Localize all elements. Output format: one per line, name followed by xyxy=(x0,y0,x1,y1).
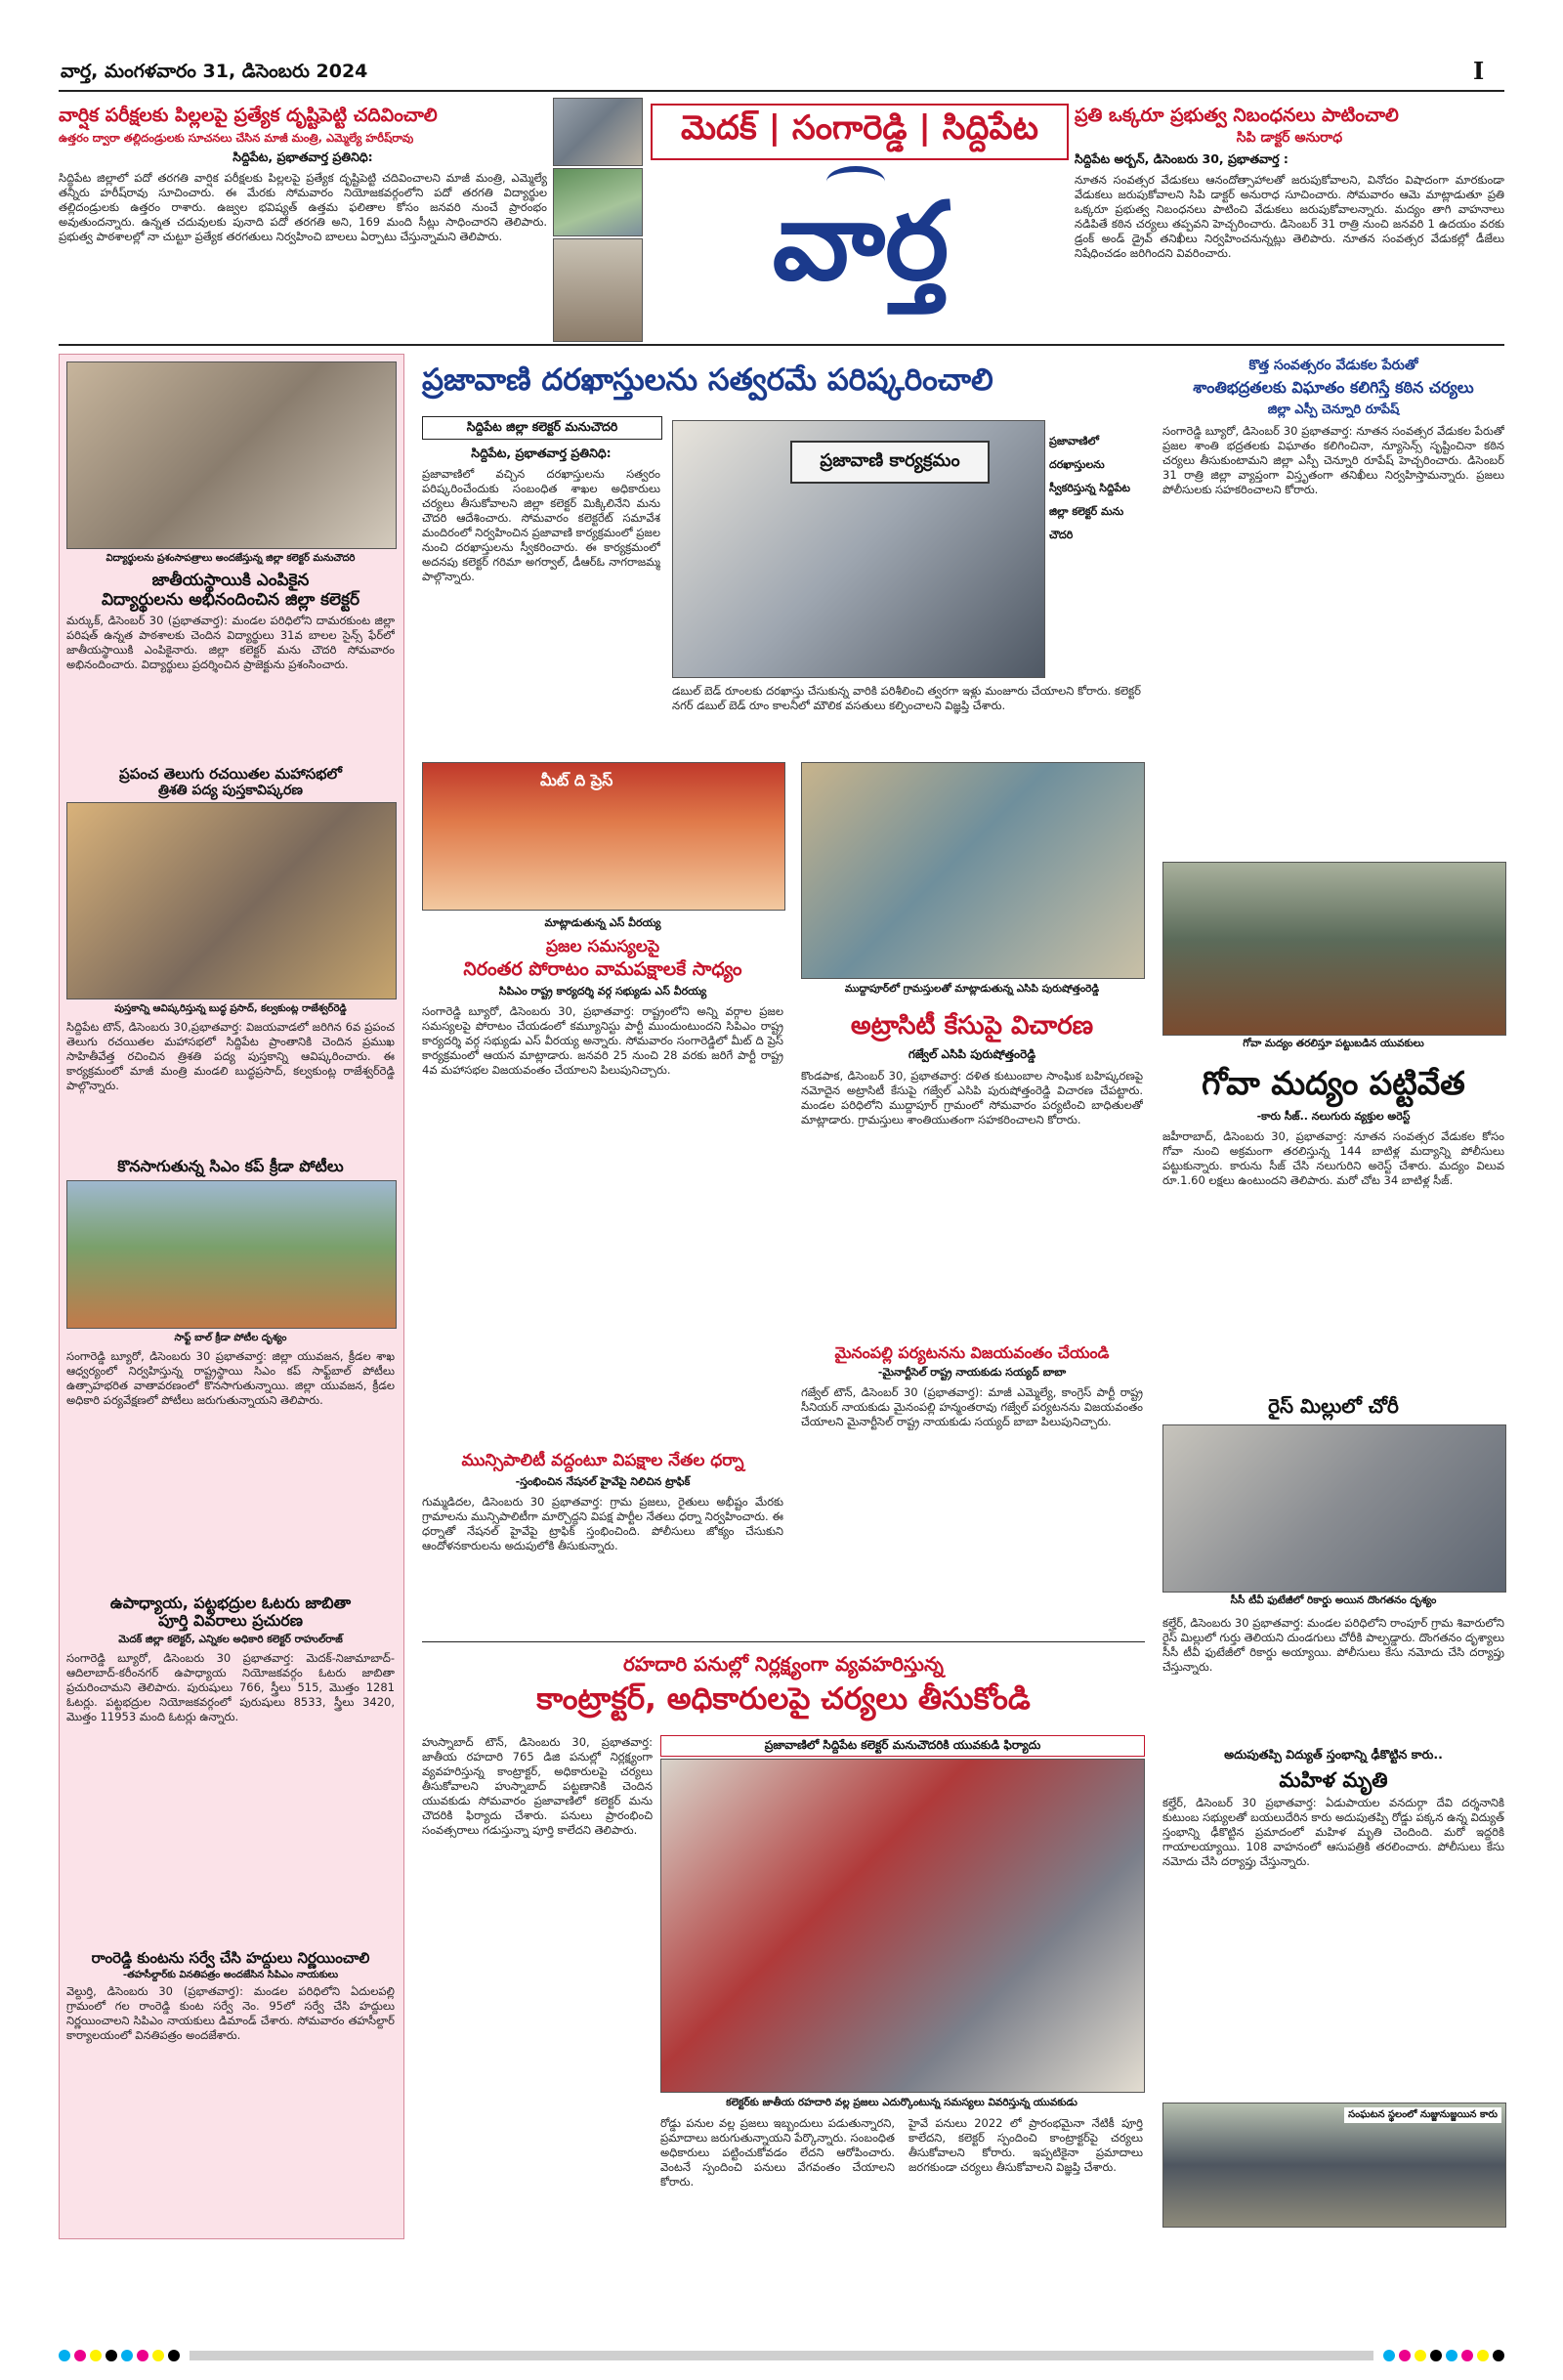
photo-caption: పుస్తకాన్ని ఆవిష్కరిస్తున్న బుద్ధ ప్రసాద్, కల్వకుంట్ల రాజేశ్వర్‌రెడ్డి xyxy=(114,1003,347,1015)
top-right-story xyxy=(1075,106,1504,342)
book-release-photo xyxy=(66,802,397,999)
mid-right2-body: గజ్వేల్ టౌన్, డిసెంబర్ 30 (ప్రభాతవార్త): మాజీ ఎమ్మెల్యే, కాంగ్రెస్ పార్టీ రాష్ట్ర సీనియర్ నాయకుడు మైనంపల్లి హన్మంతరావు గజ్వేల్ పర్యటనను విజయవంతం చేయాలని మైనార్టీసెల్ రాష్ట్ర నాయకుడు సయ్యద్ బాబా పిలుపునిచ్చారు. xyxy=(801,1385,1143,1428)
byline: సిద్దిపేట అర్బన్, డిసెంబరు 30, ప్రభాతవార్త : xyxy=(1075,150,1288,166)
newspaper-logo: వార్త xyxy=(772,179,950,304)
story1-body: మర్కుక్, డిసెంబర్ 30 (ప్రభాతవార్త): మండల పరిధిలోని దామరకుంట జిల్లా పరిషత్ ఉన్నత పాఠశాలకు చెందిన విద్యార్థులు 31వ బాలల సైన్స్ ఫేర్‌లో జాతీయస్థాయికి ఎంపికైనారు. జిల్లా కలెక్టర్ మను చౌదరి సోమవారం అభినందించారు. విద్యార్థులు ప్రదర్శించిన ప్రాజెక్టును ప్రశంసించారు. xyxy=(66,614,395,672)
right-col-story1-body: సంగారెడ్డి బ్యూరో, డిసెంబర్ 30 ప్రభాతవార్త: నూతన సంవత్సర వేడుకల పేరుతో ప్రజల శాంతి భద్రతలకు విఘాతం కలిగించినా, న్యూసెన్స్ సృష్టించినా కఠిన చర్యలు తీసుకుంటామని జిల్లా ఎస్పీ చెన్నూరి రూపేష్ హెచ్చరించారు. డిసెంబర్ 31 రాత్రి జిల్లా వ్యాప్తంగా విస్తృతంగా తనిఖీలు నిర్వహిస్తామన్నారు. ప్రజలు పోలీసులకు సహకరించాలని కోరారు. xyxy=(1162,424,1504,496)
right-col-story2-subhead: -కారు సీజ్.. నలుగురు వ్యక్తుల అరెస్ట్ xyxy=(1256,1110,1411,1123)
lead-body: ప్రజావాణిలో వచ్చిన దరఖాస్తులను సత్వరం పరిష్కరించేందుకు సంబంధిత శాఖల అధికారులు చర్యలు తీసుకోవాలని జిల్లా కలెక్టర్ మిక్కిలినేని మను చౌదరి ఆదేశించారు. సోమవారం కలెక్టరేట్ సమావేశ మందిరంలో నిర్వహించిన ప్రజావాణి కార్యక్రమంలో ప్రజల నుంచి దరఖాస్తులను స్వీకరించారు. ఈ కార్యక్రమంలో అదనపు కలెక్టర్ గరిమా అగర్వాల్, డీఆర్‌ఓ నాగరాజమ్మ పాల్గొన్నారు. xyxy=(422,467,660,583)
masthead-rule xyxy=(59,90,1504,92)
subhead: ఉత్తరం ద్వారా తల్లిదండ్రులకు సూచనలు చేసిన మాజీ మంత్రి, ఎమ్మెల్యే హరీష్‌రావు xyxy=(59,130,414,145)
collector-students-photo xyxy=(66,361,397,549)
bottom-kicker: రహదారి పనుల్లో నిర్లక్ష్యంగా వ్యవహరిస్తున్న xyxy=(623,1652,944,1676)
right-col-story2-headline: గోవా మద్యం పట్టివేత xyxy=(1202,1064,1465,1102)
mid-left-body: సంగారెడ్డి బ్యూరో, డిసెంబరు 30, ప్రభాతవార్త: రాష్ట్రంలోని అన్ని వర్గాల ప్రజల సమస్యలపై పోరాటం చేయడంలో కమ్యూనిస్టు పార్టీ ముందుంటుందని సిపిఎం రాష్ట్ర కార్యదర్శి వర్గ సభ్యుడు ఎస్ వీరయ్య అన్నారు. సోమవారం సంగారెడ్డిలో మీట్ ది ప్రెస్ కార్యక్రమంలో ఆయన మాట్లాడారు. జనవరి 25 నుంచి 28 వరకు జరిగే పార్టీ రాష్ట్ర 4వ మహాసభల విజయవంతం చేయాలని పిలుపునిచ్చారు. xyxy=(422,1004,783,1077)
lead-story xyxy=(422,446,660,716)
story4-subhead: పూర్తి వివరాలు ప్రచురణ xyxy=(158,1611,303,1631)
story1-headline-1: జాతీయస్థాయికి ఎంపికైన xyxy=(151,571,310,590)
right-col-story1-subhead: జిల్లా ఎస్పీ చెన్నూరి రూపేష్ xyxy=(1267,403,1400,417)
lead-photo-caption: ప్రజావాణిలో దరఖాస్తులను స్వీకరిస్తున్న సిద్దిపేట జిల్లా కలెక్టర్ మను చౌదరి xyxy=(1049,435,1131,541)
subhead: సిపి డాక్టర్ అనురాధ xyxy=(1236,129,1343,146)
lead-subhead-box xyxy=(422,416,662,440)
bird-icon xyxy=(826,166,885,197)
right-col-story1-kicker: కొత్త సంవత్సరం వేడుకల పేరుతో xyxy=(1248,358,1418,373)
right-col-photo3-caption: సంఘటన స్థలంలో నుజ్జునుజ్జయిన కారు xyxy=(1344,2107,1501,2123)
lead-headline: ప్రజావాణి దరఖాస్తులను సత్వరమే పరిష్కరించాలి xyxy=(422,362,993,398)
mid-right-headline: అట్రాసిటీ కేసుపై విచారణ xyxy=(850,1011,1094,1041)
mid-left2-body: గుమ్మడిదల, డిసెంబరు 30 ప్రభాతవార్త: గ్రామ ప్రజలు, రైతులు అభీష్టం మేరకు గ్రామాలను మున్సిపాలిటీగా మార్చొద్దని విపక్ష పార్టీల నేతలు ధర్నా నిర్వహించారు. ఈ ధర్నాతో నేషనల్ హైవేపై ట్రాఫిక్ స్తంభించింది. పోలీసులు జోక్యం చేసుకుని ఆందోళనకారులను అదుపులోకి తీసుకున్నారు. xyxy=(422,1495,783,1552)
right-col-photo2-caption: సీసీ టీవీ ఫుటేజీలో రికార్డు అయిన దొంగతనం దృశ్యం xyxy=(1230,1594,1437,1606)
bottom-body-1: హుస్నాబాద్ టౌన్, డిసెంబరు 30, ప్రభాతవార్త: జాతీయ రహదారి 765 డిజి పనుల్లో నిర్లక్ష్యంగా వ్యవహరిస్తున్న కాంట్రాక్టర్, అధికారులపై చర్యలు తీసుకోవాలని హుస్నాబాద్ పట్టణానికి చెందిన యువకుడు సోమవారం ప్రజావాణిలో కలెక్టర్ మను చౌదరికి ఫిర్యాదు చేశారు. పనులు ప్రారంభించి సంవత్సరాలు గడుస్తున్నా పూర్తి కాలేదని తెలిపారు. xyxy=(422,1735,653,1837)
clocktower-photo xyxy=(553,238,643,342)
center-bottom-rule xyxy=(422,1641,1145,1642)
mid-right-body: కొండపాక, డిసెంబర్ 30, ప్రభాతవార్త: దళిత కుటుంబాల సాంఘిక బహిష్కరణపై నమోదైన అట్రాసిటీ కేసుపై గజ్వేల్ ఎసిపి పురుషోత్తంరెడ్డి విచారణ చేపట్టారు. మండల పరిధిలోని ముద్దాపూర్ గ్రామంలో సోమవారం పర్యటించి బాధితులతో మాట్లాడారు. గ్రామస్తులు శాంతియుతంగా సహకరించాలని కోరారు. xyxy=(801,1069,1143,1126)
bottom-headline: కాంట్రాక్టర్, అధికారులపై చర్యలు తీసుకోండి xyxy=(536,1681,1031,1717)
mid-left2-headline: మున్సిపాలిటీ వద్దంటూ విపక్షాల నేతల ధర్నా xyxy=(461,1451,744,1470)
headline: వార్షిక పరీక్షలకు పిల్లలపై ప్రత్యేక దృష్టిపెట్టి చదివించాలి xyxy=(59,105,438,126)
top-section-rule xyxy=(59,344,1504,346)
mid-left-headline-2: నిరంతర పోరాటం వామపక్షాలకే సాధ్యం xyxy=(463,958,742,980)
prajavani-banner-text: ప్రజావాణి కార్యక్రమం xyxy=(820,449,960,471)
photo-caption: విద్యార్థులను ప్రశంసాపత్రాలు అందజేస్తున్న జిల్లా కలెక్టర్ మనుచౌదరి xyxy=(106,553,356,564)
left-column-content xyxy=(66,361,395,2170)
edition-label: మెదక్ | సంగారెడ్డి | సిద్దిపేట xyxy=(681,108,1038,148)
story1-headline-2: విద్యార్థులను అభినందించిన జిల్లా కలెక్టర్ xyxy=(101,589,360,610)
meet-the-press-banner: మీట్ ది ప్రెస్ xyxy=(540,771,613,789)
acp-visit-photo xyxy=(801,762,1145,979)
byline: సిద్దిపేట, ప్రభాతవార్త ప్రతినిధి: xyxy=(232,149,373,164)
goa-liquor-photo xyxy=(1162,862,1506,1036)
right-col-photo1-caption: గోవా మద్యం తరలిస్తూ పట్టుబడిన యువకులు xyxy=(1243,1038,1424,1049)
masthead-logo-block xyxy=(553,98,1069,342)
story2-subhead: త్రిశతి పద్య పుస్తకావిష్కరణ xyxy=(158,783,303,799)
meet-the-press-photo xyxy=(422,762,785,911)
right-col-story4-kicker: అదుపుతప్పి విద్యుత్ స్తంభాన్ని ఢీకొట్టిన కారు.. xyxy=(1224,1747,1443,1762)
bottom-body-2: రోడ్డు పనుల వల్ల ప్రజలు ఇబ్బందులు పడుతున్నారని, ప్రమాదాలు జరుగుతున్నాయని పేర్కొన్నారు. సంబంధిత అధికారులు పట్టించుకోవడం లేదని ఆరోపించారు. వెంటనే స్పందించి పనులు వేగవంతం చేయాలని కోరారు. xyxy=(660,2116,895,2189)
story4-byline: మెదక్ జిల్లా కలెక్టర్, ఎన్నికల అధికారి కలెక్టర్ రాహుల్‌రాజ్ xyxy=(118,1633,343,1645)
mid-right-subhead: గజ్వేల్ ఎసిపి పురుషోత్తంరెడ్డి xyxy=(908,1047,1036,1061)
page-number: I xyxy=(1473,57,1485,85)
story4-headline: ఉపాధ్యాయ, పట్టభద్రుల ఓటరు జాబితా xyxy=(109,1593,352,1612)
accident-car-photo xyxy=(1162,2103,1506,2228)
bottom-photo-title-box xyxy=(660,1735,1145,1757)
date-line: వార్త, మంగళవారం 31, డిసెంబరు 2024 xyxy=(61,61,368,82)
story2-body: సిద్దిపేట టౌన్, డిసెంబరు 30,ప్రభాతవార్త: విజయవాడలో జరిగిన 6వ ప్రపంచ తెలుగు రచయితల మహాసభలో సిద్దిపేట ప్రాంతానికి చెందిన ప్రముఖ సాహితీవేత్త రచించిన త్రిశతి పద్య పుస్తకాన్ని ఆవిష్కరించారు. ఈ కార్యక్రమంలో మాజీ మంత్రి మండలి బుద్ధప్రసాద్, కల్వకుంట్ల రాజేశ్వర్‌రెడ్డి పాల్గొన్నారు. xyxy=(66,1020,395,1093)
rice-mill-cctv-photo xyxy=(1162,1424,1506,1593)
lead-body-2: డబుల్ బెడ్ రూంలకు దరఖాస్తు చేసుకున్న వారికి పరిశీలించి త్వరగా ఇళ్లు మంజూరు చేయాలని కోరారు. కలెక్టర్ నగర్ డబుల్ బెడ్ రూం కాలనీలో మౌలిక వసతులు కల్పించాలని విజ్ఞప్తి చేశారు. xyxy=(672,684,1141,712)
story3-body: సంగారెడ్డి బ్యూరో, డిసెంబరు 30 ప్రభాతవార్త: జిల్లా యువజన, క్రీడల శాఖ ఆధ్వర్యంలో నిర్వహిస్తున్న రాష్ట్రస్థాయి సిఎం కప్ సాఫ్ట్‌బాల్ పోటీలు ఉత్సాహభరిత వాతావరణంలో కొనసాగుతున్నాయి. జిల్లా యువజన, క్రీడల అధికారి పర్యవేక్షణలో పోటీలు జరుగుతున్నాయని తెలిపారు. xyxy=(66,1348,395,1407)
story5-body: వెల్దుర్తి, డిసెంబరు 30 (ప్రభాతవార్త): మండల పరిధిలోని ఏదులపల్లి గ్రామంలో గల రాంరెడ్డి కుంట సర్వే నెం. 95లో సర్వే చేసి హద్దులు నిర్ణయించాలని సిపిఎం నాయకులు డిమాండ్ చేశారు. సోమవారం తహసీల్దార్ కార్యాలయంలో వినతిపత్రం అందజేశారు. xyxy=(66,1983,395,2042)
right-col-story4-body: కల్హేర్, డిసెంబర్ 30 ప్రభాతవార్త: ఏడుపాయల వనదుర్గా దేవి దర్శనానికి కుటుంబ సభ్యులతో బయలుదేరిన కారు అదుపుతప్పి రోడ్డు పక్కన ఉన్న విద్యుత్ స్తంభాన్ని ఢీకొట్టిన ప్రమాదంలో మహిళ మృతి చెందింది. మరో ఇద్దరికి గాయాలయ్యాయి. 108 వాహనంలో ఆసుపత్రికి తరలించారు. పోలీసులు కేసు నమోదు చేసి దర్యాప్తు చేస్తున్నారు. xyxy=(1162,1796,1504,1868)
mid-left2-subhead: -స్తంభించిన నేషనల్ హైవేపై నిలిచిన ట్రాఫిక్ xyxy=(515,1475,691,1488)
lead-subhead: సిద్దిపేట జిల్లా కలెక్టర్ మనుచౌదరి xyxy=(466,418,618,434)
color-registration-right xyxy=(1383,2350,1504,2361)
softball-photo xyxy=(66,1180,397,1329)
footer-strip xyxy=(59,2349,1504,2362)
mid-left-subhead: సిపిఎం రాష్ట్ర కార్యదర్శి వర్గ సభ్యుడు ఎస్ వీరయ్య xyxy=(498,985,707,998)
mid-right-photo-caption: ముద్దాపూర్‌లో గ్రామస్తులతో మాట్లాడుతున్న ఎసిపి పురుషోత్తంరెడ్డి xyxy=(844,983,1100,995)
headline: ప్రతి ఒక్కరూ ప్రభుత్వ నిబంధనలు పాటించాలి xyxy=(1075,105,1399,126)
youth-complaint-photo xyxy=(660,1759,1145,2093)
bottom-photo-caption: కలెక్టర్‌కు జాతీయ రహదారి వల్ల ప్రజలు ఎదుర్కొంటున్న సమస్యలు వివరిస్తున్న యువకుడు xyxy=(726,2097,1077,2108)
garden-photo xyxy=(553,168,643,236)
photo-caption: సాఫ్ట్ బాల్ క్రీడా పోటీల దృశ్యం xyxy=(174,1332,287,1343)
temple-photo xyxy=(553,98,643,166)
bottom-body-3: హైవే పనులు 2022 లో ప్రారంభమైనా నేటికీ పూర్తి కాలేదని, కలెక్టర్ స్పందించి కాంట్రాక్టర్‌పై చర్యలు తీసుకోవాలని కోరారు. ఇప్పటికైనా ప్రమాదాలు జరగకుండా చర్యలు తీసుకోవాలని విజ్ఞప్తి చేశారు. xyxy=(908,2116,1143,2174)
story5-headline: రాంరెడ్డి కుంటను సర్వే చేసి హద్దులు నిర్ణయించాలి xyxy=(91,1948,370,1967)
body: నూతన సంవత్సర వేడుకలు ఆనందోత్సాహాలతో జరుపుకోవాలని, వినోదం విషాదంగా మారకుండా వేడుకలు జరుపుకోవాలని సిపి డాక్టర్ అనురాధ సూచించారు. సోమవారం ఆమె మాట్లాడుతూ ప్రతి ఒక్కరూ ప్రభుత్వ నిబంధనలు పాటించి వేడుకలు జరుపుకోవాలన్నారు. మద్యం తాగి వాహనాలు నడిపితే కఠిన చర్యలు తప్పవని హెచ్చరించారు. డిసెంబర్ 31 రాత్రి నుంచి జనవరి 1 ఉదయం వరకు డ్రంక్ అండ్ డ్రైవ్ తనిఖీలు నిర్వహించనున్నట్లు తెలిపారు. నూతన సంవత్సర వేడుకల్లో డీజేలు నిషేధించడం జరిగిందని వివరించారు. xyxy=(1075,172,1504,260)
mid-left-headline-1: ప్రజల సమస్యలపై xyxy=(545,937,660,956)
body: సిద్దిపేట జిల్లాలో పదో తరగతి వార్షిక పరీక్షలకు పిల్లలపై ప్రత్యేక దృష్టిపెట్టి చదివించాలని మాజీ మంత్రి, ఎమ్మెల్యే తన్నీరు హరీష్‌రావు సూచించారు. ఈ మేరకు సోమవారం నియోజకవర్గంలోని పదో తరగతి విద్యార్థుల తల్లిదండ్రులకు ఉత్తరం రాశారు. ఉజ్వల భవిష్యత్ ఉత్తమ ఫలితాల కోసం జనవరి నుంచే ప్రారంభం అవుతుందన్నారు. ఉన్నత చదువులకు పునాది పదో తరగతి అని, 169 మంది సీట్లు సాధించారని తెలిపారు. ప్రభుత్వ పాఠశాలల్లో నా చుట్టూ ప్రత్యేక తరగతులు నిర్వహించి బాలలు ఏర్పాటు చేస్తున్నామని తెలిపారు. xyxy=(59,170,547,243)
prajavani-banner xyxy=(790,441,990,484)
right-col-story1-headline: శాంతిభద్రతలకు విఘాతం కలిగిస్తే కఠిన చర్యలు xyxy=(1193,378,1474,397)
color-registration-left xyxy=(59,2350,180,2361)
right-col-story3-body: కల్హేర్, డిసెంబరు 30 ప్రభాతవార్త: మండల పరిధిలోని రాంపూర్ గ్రామ శివారులోని రైస్ మిల్లులో గుర్తు తెలియని దుండగులు చోరీకి పాల్పడ్డారు. దొంగతనం దృశ్యాలు సీసీ టీవీ ఫుటేజీలో రికార్డు అయ్యాయి. పోలీసులు కేసు నమోదు చేసి దర్యాప్తు చేస్తున్నారు. xyxy=(1162,1616,1504,1674)
right-col-story4-headline: మహిళ మృతి xyxy=(1279,1768,1388,1792)
prajavani-photo xyxy=(672,420,1045,678)
gray-registration-bar xyxy=(190,2351,1373,2360)
mid-left-photo-caption: మాట్లాడుతున్న ఎస్ వీరయ్య xyxy=(544,916,661,929)
right-col-story3-headline: రైస్ మిల్లులో చోరీ xyxy=(1268,1394,1399,1418)
top-left-story xyxy=(59,106,547,342)
story2-headline: ప్రపంచ తెలుగు రచయితల మహాసభలో xyxy=(119,765,342,784)
lead-byline: సిద్దిపేట, ప్రభాతవార్త ప్రతినిధి: xyxy=(471,446,612,460)
edition-banner xyxy=(651,104,1069,160)
bottom-photo-title: ప్రజావాణిలో సిద్దిపేట కలెక్టర్ మనుచౌదరికి యువకుడి ఫిర్యాదు xyxy=(764,1737,1041,1752)
story4-body: సంగారెడ్డి బ్యూరో, డిసెంబరు 30 ప్రభాతవార్త: మెదక్-నిజామాబాద్-ఆదిలాబాద్-కరీంనగర్ ఉపాధ్యాయ నియోజకవర్గం ఓటరు జాబితా ప్రచురించామని తెలిపారు. పురుషులు 766, స్త్రీలు 515, మొత్తం 1281 ఓటర్లు. పట్టభద్రుల నియోజకవర్గంలో పురుషులు 8533, స్త్రీలు 3420, మొత్తం 11953 మంది ఓటర్లు ఉన్నారు. xyxy=(66,1650,395,1723)
right-col-story2-body: జహీరాబాద్, డిసెంబరు 30, ప్రభాతవార్త: నూతన సంవత్సర వేడుకల కోసం గోవా నుంచి అక్రమంగా తరలిస్తున్న 144 బాటిళ్ల మద్యాన్ని పోలీసులు పట్టుకున్నారు. కారును సీజ్ చేసి నలుగురిని అరెస్ట్ చేశారు. మద్యం విలువ రూ.1.60 లక్షలు ఉంటుందని తెలిపారు. మరో చోట 34 బాటిళ్ల సీజ్. xyxy=(1162,1129,1504,1187)
mid-right2-subhead: -మైనార్టీసెల్ రాష్ట్ర నాయకుడు సయ్యద్ బాబా xyxy=(877,1366,1067,1379)
story5-subhead: -తహసీల్దార్‌కు వినతిపత్రం అందజేసిన సిపిఎం నాయకులు xyxy=(122,1969,339,1980)
mid-right2-headline: మైనంపల్లి పర్యటనను విజయవంతం చేయండి xyxy=(834,1343,1110,1362)
story3-headline: కొనసాగుతున్న సిఎం కప్ క్రీడా పోటీలు xyxy=(117,1157,344,1176)
